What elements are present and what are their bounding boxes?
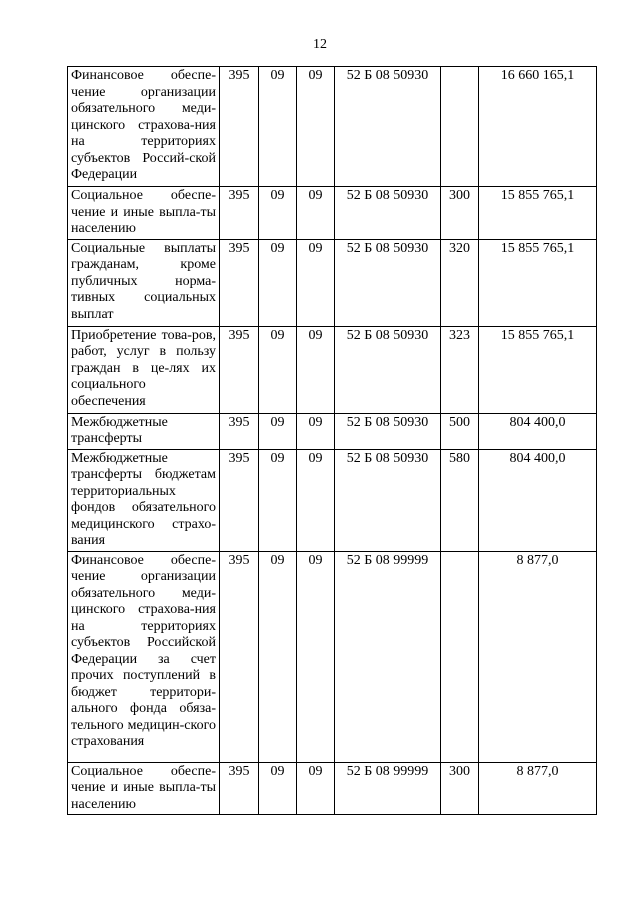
- cell-ministry-code: 395: [220, 239, 259, 326]
- cell-amount: 804 400,0: [479, 449, 597, 551]
- cell-amount: 15 855 765,1: [479, 239, 597, 326]
- table-row: [68, 449, 597, 551]
- cell-amount: 16 660 165,1: [479, 67, 597, 187]
- table-row: [68, 326, 597, 413]
- cell-amount: 8 877,0: [479, 762, 597, 815]
- budget-table: [67, 66, 597, 815]
- cell-ministry-code: 395: [220, 326, 259, 413]
- cell-ministry-code: 395: [220, 67, 259, 187]
- cell-ministry-code: 395: [220, 187, 259, 240]
- table-row: [68, 239, 597, 326]
- cell-subsection-code: 09: [297, 326, 335, 413]
- cell-target-item: 52 Б 08 50930: [335, 239, 441, 326]
- cell-ministry-code: 395: [220, 413, 259, 449]
- cell-target-item: 52 Б 08 99999: [335, 551, 441, 762]
- cell-ministry-code: 395: [220, 449, 259, 551]
- cell-description: Межбюджетные трансферты бюджетам территориальных фондов обязательного медицинского страхо-вания: [68, 449, 220, 551]
- cell-section-code: 09: [259, 413, 297, 449]
- table-row: [68, 413, 597, 449]
- cell-section-code: 09: [259, 187, 297, 240]
- cell-amount: 15 855 765,1: [479, 187, 597, 240]
- cell-target-item: 52 Б 08 99999: [335, 762, 441, 815]
- cell-section-code: 09: [259, 551, 297, 762]
- cell-expense-type: 300: [441, 762, 479, 815]
- cell-section-code: 09: [259, 762, 297, 815]
- cell-description: Приобретение това-ров, работ, услуг в пользу граждан в це-лях их социального обеспечения: [68, 326, 220, 413]
- cell-expense-type: 320: [441, 239, 479, 326]
- cell-description: Социальные выплаты гражданам, кроме публичных норма-тивных социальных выплат: [68, 239, 220, 326]
- table-row: [68, 187, 597, 240]
- cell-amount: 15 855 765,1: [479, 326, 597, 413]
- cell-expense-type: [441, 67, 479, 187]
- cell-ministry-code: 395: [220, 551, 259, 762]
- cell-expense-type: 500: [441, 413, 479, 449]
- cell-section-code: 09: [259, 449, 297, 551]
- table-row: [68, 551, 597, 762]
- cell-amount: 8 877,0: [479, 551, 597, 762]
- cell-description: Финансовое обеспе-чение организации обязательного меди-цинского страхова-ния на территориях субъектов Россий-ской Федерации: [68, 67, 220, 187]
- cell-subsection-code: 09: [297, 551, 335, 762]
- cell-expense-type: 580: [441, 449, 479, 551]
- cell-subsection-code: 09: [297, 67, 335, 187]
- cell-subsection-code: 09: [297, 187, 335, 240]
- cell-section-code: 09: [259, 67, 297, 187]
- cell-ministry-code: 395: [220, 762, 259, 815]
- cell-expense-type: [441, 551, 479, 762]
- cell-target-item: 52 Б 08 50930: [335, 187, 441, 240]
- cell-target-item: 52 Б 08 50930: [335, 67, 441, 187]
- cell-description: Финансовое обеспе-чение организации обязательного меди-цинского страхова-ния на территориях субъектов Российской Федерации за счет прочих поступлений в бюджет территори-ального фонда обяза-тельного медицин-ского страхования: [68, 551, 220, 762]
- cell-expense-type: 323: [441, 326, 479, 413]
- cell-description: Социальное обеспе-чение и иные выпла-ты населению: [68, 187, 220, 240]
- cell-target-item: 52 Б 08 50930: [335, 326, 441, 413]
- cell-section-code: 09: [259, 239, 297, 326]
- cell-target-item: 52 Б 08 50930: [335, 413, 441, 449]
- cell-amount: 804 400,0: [479, 413, 597, 449]
- cell-description: Социальное обеспе-чение и иные выпла-ты населению: [68, 762, 220, 815]
- cell-subsection-code: 09: [297, 413, 335, 449]
- page-number: 12: [313, 37, 327, 52]
- cell-subsection-code: 09: [297, 239, 335, 326]
- cell-expense-type: 300: [441, 187, 479, 240]
- table-row: [68, 67, 597, 187]
- cell-description: Межбюджетные трансферты: [68, 413, 220, 449]
- cell-subsection-code: 09: [297, 762, 335, 815]
- table-row: [68, 762, 597, 815]
- cell-section-code: 09: [259, 326, 297, 413]
- cell-target-item: 52 Б 08 50930: [335, 449, 441, 551]
- cell-subsection-code: 09: [297, 449, 335, 551]
